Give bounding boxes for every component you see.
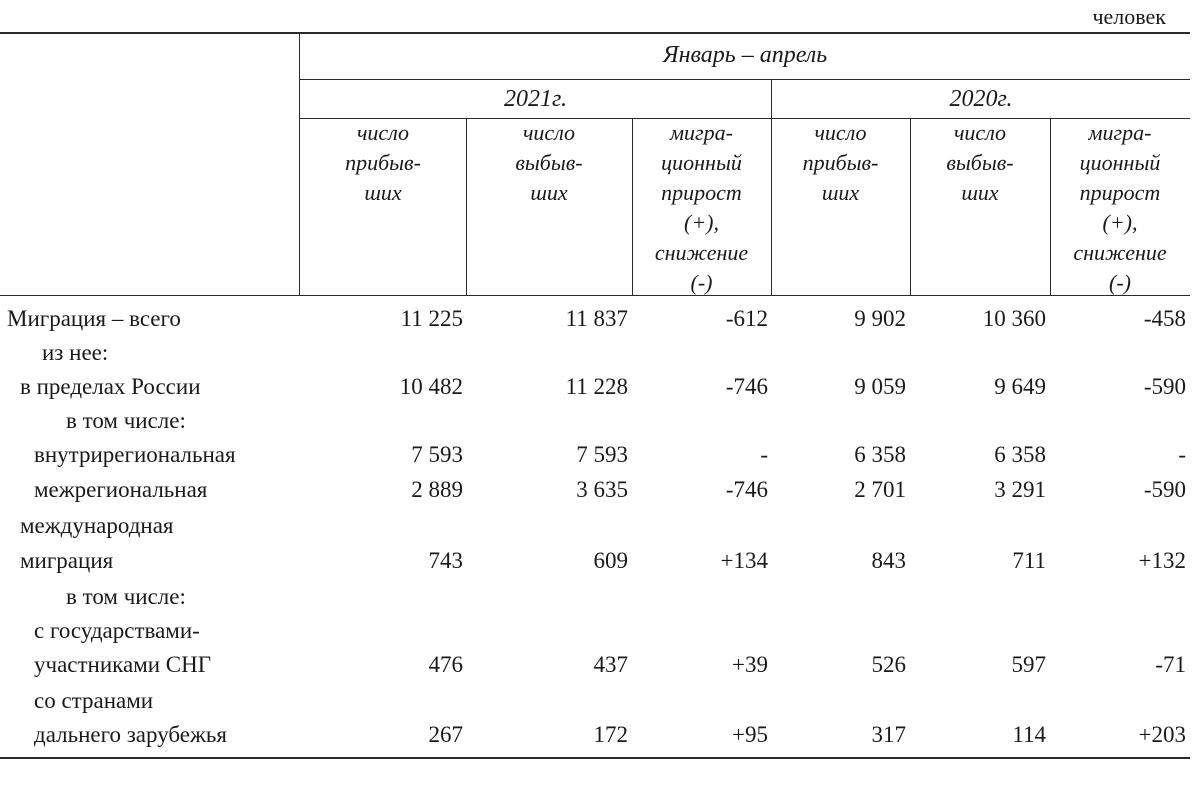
table-cell: -71 [1155, 652, 1186, 677]
table-cell: 2 701 [854, 477, 906, 502]
row-label: из нее: [42, 340, 109, 365]
column-header-line: число [953, 120, 1007, 145]
table-cell: 476 [428, 652, 463, 677]
header-bottom-rule [0, 295, 1190, 296]
period-underline [300, 79, 1190, 80]
column-header-line: выбыв- [946, 150, 1014, 175]
table-cell: +134 [720, 548, 768, 573]
table-cell: 172 [593, 722, 628, 747]
table-cell: -746 [725, 477, 768, 502]
year-header-2020: 2020г. [949, 86, 1013, 112]
column-header-line: выбыв- [515, 150, 583, 175]
column-header [771, 118, 910, 208]
column-header-line: прибыв- [345, 150, 421, 175]
column-header-line: (-) [1109, 270, 1131, 295]
table-cell: 10 360 [982, 306, 1046, 331]
table-cell: 9 649 [994, 374, 1046, 399]
row-label: международная [20, 513, 174, 538]
table-cell: 3 291 [994, 477, 1046, 502]
column-header [466, 118, 632, 208]
row-label: внутрирегиональная [34, 442, 236, 467]
table-cell: -458 [1143, 306, 1186, 331]
table-cell: -590 [1143, 477, 1186, 502]
row-label: дальнего зарубежья [34, 722, 227, 747]
table-bottom-rule [0, 757, 1190, 759]
table-cell: 597 [1011, 652, 1046, 677]
column-header-line: ционный [661, 150, 742, 175]
table-cell: 843 [871, 548, 906, 573]
table-cell: - [1178, 442, 1186, 467]
column-header-line: ших [530, 180, 568, 205]
table-cell: 526 [871, 652, 906, 677]
table-cell: 7 593 [411, 442, 463, 467]
row-label: участниками СНГ [34, 652, 212, 677]
column-header-line: (+), [684, 210, 719, 235]
table-cell: - [760, 442, 768, 467]
table-cell: -746 [725, 374, 768, 399]
column-header-line: ших [961, 180, 999, 205]
row-label: в пределах России [20, 374, 201, 399]
table-cell: 711 [1012, 548, 1046, 573]
column-header-line: (-) [690, 270, 713, 295]
column-header-line: прирост [1079, 180, 1161, 205]
table-cell: 11 228 [565, 374, 628, 399]
row-label: Миграция – всего [7, 306, 181, 331]
table-cell: 437 [593, 652, 628, 677]
row-label: в том числе: [66, 584, 186, 609]
column-header-line: число [356, 120, 410, 145]
table-cell: 11 225 [400, 306, 463, 331]
table-cell: +203 [1138, 722, 1186, 747]
table-cell: 114 [1012, 722, 1046, 747]
table-cell: +95 [732, 722, 768, 747]
table-cell: 6 358 [994, 442, 1046, 467]
period-header: Январь – апрель [662, 42, 828, 68]
table-cell: 3 635 [576, 477, 628, 502]
table-cell: -590 [1143, 374, 1186, 399]
column-header-line: снижение [1073, 240, 1167, 265]
table-cell: +39 [732, 652, 768, 677]
row-label: в том числе: [66, 408, 186, 433]
column-header-line: мигра- [670, 120, 733, 145]
column-header-line: ционный [1079, 150, 1161, 175]
table-cell: 317 [871, 722, 906, 747]
column-header-line: прибыв- [802, 150, 879, 175]
table-cell: -612 [725, 306, 768, 331]
column-header-line: прирост [661, 180, 742, 205]
column-header-line: число [522, 120, 576, 145]
column-header-line: ших [364, 180, 402, 205]
row-label: миграция [20, 548, 114, 573]
table-cell: 9 902 [854, 306, 906, 331]
year-header-2021: 2021г. [503, 86, 568, 112]
column-header-line: снижение [654, 240, 749, 265]
unit-label: человек [1092, 4, 1166, 29]
row-label: межрегиональная [34, 477, 208, 502]
row-label: со странами [34, 688, 154, 713]
table-cell: 743 [428, 548, 463, 573]
table-cell: 10 482 [399, 374, 463, 399]
table-cell: 267 [428, 722, 463, 747]
column-header-line: число [814, 120, 867, 145]
table-top-rule [0, 32, 1190, 34]
table-cell: +132 [1138, 548, 1186, 573]
table-cell: 6 358 [854, 442, 906, 467]
column-header [910, 118, 1050, 208]
table-cell: 11 837 [565, 306, 628, 331]
column-header-line: (+), [1102, 210, 1138, 235]
column-header-line: мигра- [1088, 120, 1152, 145]
table-cell: 7 593 [576, 442, 628, 467]
table-cell: 9 059 [854, 374, 906, 399]
column-header-line: ших [821, 180, 860, 205]
table-cell: 2 889 [411, 477, 463, 502]
column-header [1050, 118, 1190, 298]
table-cell: 609 [593, 548, 628, 573]
column-header [632, 118, 771, 298]
column-header [300, 118, 466, 208]
row-label: с государствами- [34, 618, 200, 643]
